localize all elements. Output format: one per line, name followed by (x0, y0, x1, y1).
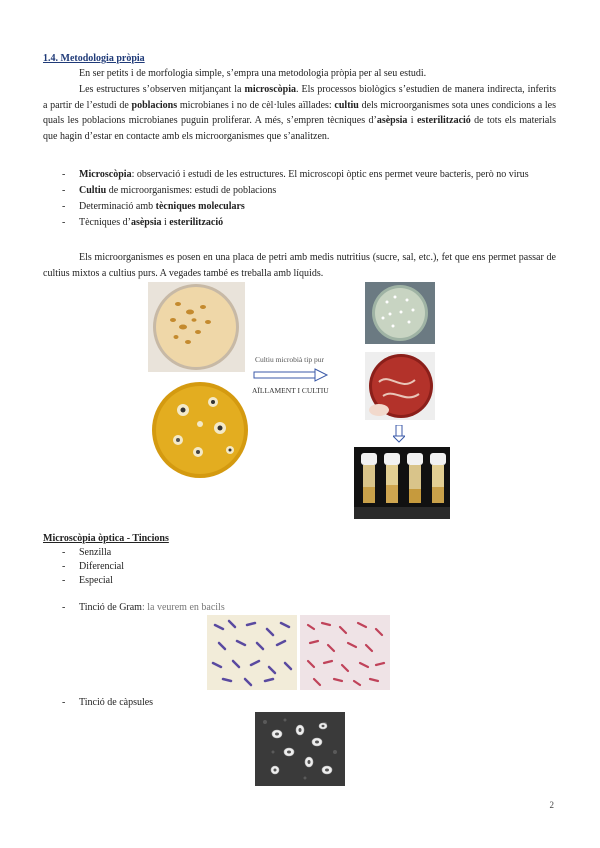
stain-type-list (62, 546, 556, 588)
pure-culture-dish-image (365, 282, 435, 344)
gram-positive-micrograph (207, 615, 297, 690)
petri-dish-colonies-image (148, 282, 245, 372)
list-item: - Tècniques d’asèpsia i esterilització (62, 217, 224, 228)
list-item: - Cultiu de microorganismes: estudi de poblacions (62, 185, 277, 196)
methods-list (62, 168, 556, 230)
figure-label-top: Cultiu microbià tip pur (255, 355, 324, 364)
list-item: - Tinció de Gram: la veurem en bacils (62, 602, 225, 613)
list-item: - Determinació amb tècniques moleculars (62, 201, 245, 212)
list-item: - Senzilla (62, 547, 112, 558)
list-item: - Microscòpia: observació i estudi de les estructures. El microscopi òptic ens permet veure bacteris, però no virus (62, 169, 529, 180)
capsule-stain-item (62, 696, 556, 710)
page-number: 2 (549, 800, 554, 810)
gram-negative-micrograph (300, 615, 390, 690)
capsule-stain-micrograph (255, 712, 345, 786)
list-item: - Especial (62, 575, 113, 586)
list-item: - Diferencial (62, 561, 124, 572)
red-agar-streak-image (365, 352, 435, 420)
section-heading: 1.4. Metodologia pròpia (43, 53, 145, 64)
liquid-culture-tubes-image (354, 447, 450, 519)
microscopy-heading: Microscòpia òptica - Tincions (43, 533, 169, 544)
gram-stain-item (62, 601, 556, 615)
list-item: - Tinció de càpsules (62, 697, 154, 708)
arrow-right-icon (253, 368, 329, 385)
arrow-down-icon (393, 425, 405, 446)
figure-label-bottom: AÏLLAMENT I CULTIU (252, 386, 329, 395)
petri-paragraph: Els microorganismes es posen en una placa de petri amb medis nutritius (sucre, sal, etc.), fet que ens permet passar de cultius mixtos a cultius purs. A vegades també es treballa amb líquids. (43, 252, 556, 279)
methods-paragraph: Les estructures s’observen mitjançant la microscòpia. Els processos biològics s’estudien de manera indirecta, inferits a partir de l’estudi de poblacions microbianes i no de cèl·lules aïllades: cultiu dels microorganismes sota unes condicions a les quals les poblacions microbianes puguin proliferar. A més, s’empren tècniques d’asèpsia i esterilització de tots els materials que hagin d’estar en contacte amb els microorganismes que s’analitzen. (43, 84, 557, 142)
intro-paragraph: En ser petits i de morfologia simple, s’empra una metodologia pròpia per al seu estudi. (79, 68, 427, 79)
petri-dish-halo-image (148, 380, 253, 480)
